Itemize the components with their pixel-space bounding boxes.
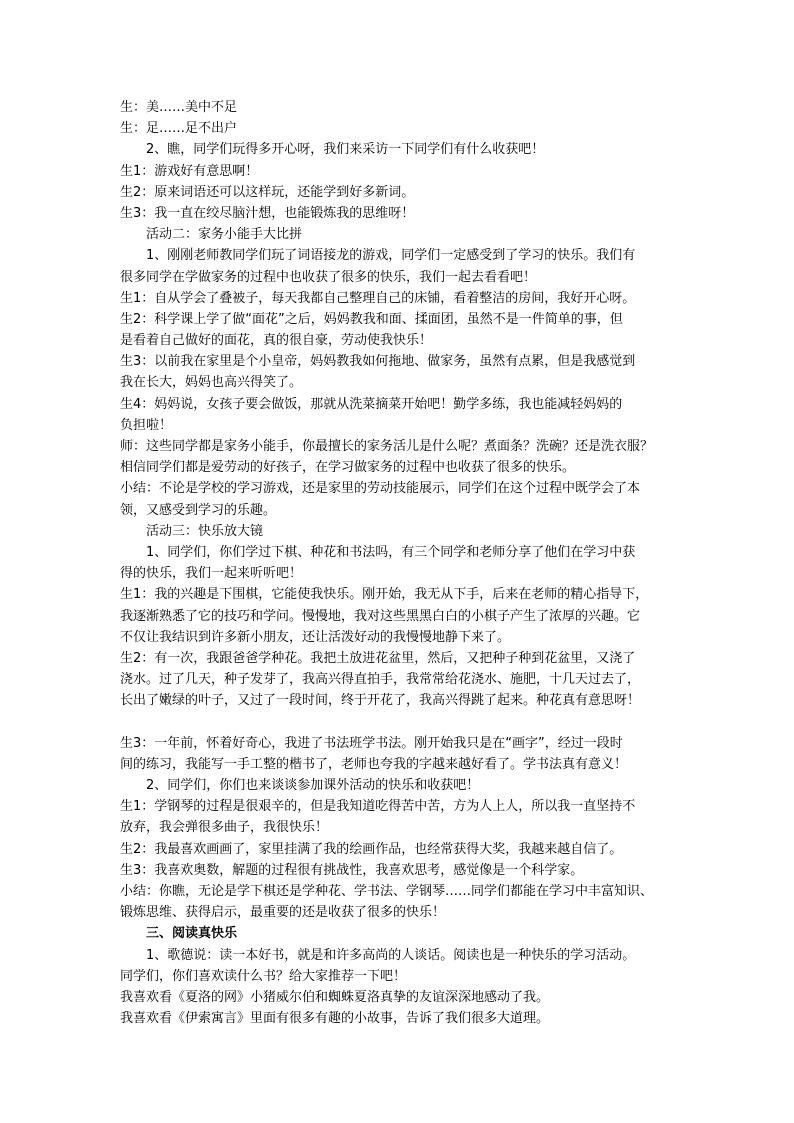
paragraph-line: 间的练习，我能写一手工整的楷书了，老师也夸我的字越来越好看了。学书法真有意义！	[120, 756, 628, 772]
paragraph-line: 很多同学在学做家务的过程中也收获了很多的快乐，我们一起去看看吧！	[120, 269, 537, 285]
paragraph-line: 放弃，我会弹很多曲子，我很快乐！	[120, 820, 329, 836]
paragraph-line: 长出了嫩绿的叶子，又过了一段时间，终于开花了，我高兴得跳了起来。种花真有意思呀！	[120, 693, 641, 709]
recommendation-line: 我喜欢看《夏洛的网》小猪威尔伯和蜘蛛夏洛真挚的友谊深深地感动了我。	[120, 989, 550, 1005]
paragraph-line: 我逐渐熟悉了它的技巧和学问。慢慢地，我对这些黑黑白白的小棋子产生了浓厚的兴趣。它	[120, 608, 641, 624]
teacher-line: 师：这些同学都是家务小能手，你最擅长的家务活儿是什么呢？煮面条？洗碗？还是洗衣服？	[120, 439, 654, 454]
recommendation-line: 我喜欢看《伊索寓言》里面有很多有趣的小故事，告诉了我们很多大道理。	[120, 1011, 550, 1027]
dialogue-line: 生3：一年前，怀着好奇心，我进了书法班学书法。刚开始我只是在“画字”，经过一段时	[120, 735, 623, 751]
dialogue-line: 生1：自从学会了叠被子，每天我都自己整理自己的床铺，看着整洁的房间，我好开心呀。	[120, 290, 636, 306]
activity-heading: 活动二：家务小能手大比拼	[146, 227, 303, 243]
blank-line	[120, 711, 678, 732]
summary-line: 小结：你瞧，无论是学下棋还是学种花、学书法、学钢琴……同学们都能在学习中丰富知识、	[120, 883, 654, 899]
paragraph-line: 领，又感受到学习的乐趣。	[120, 502, 277, 518]
dialogue-line: 生：美……美中不足	[120, 100, 238, 115]
paragraph-line: 锻炼思维、获得启示，最重要的还是收获了很多的快乐！	[120, 905, 446, 921]
dialogue-line: 生4：妈妈说，女孩子要会做饭，那就从洗菜摘菜开始吧！勤学多练，我也能减轻妈妈的	[120, 396, 623, 412]
numbered-paragraph: 1、刚刚老师教同学们玩了词语接龙的游戏，同学们一定感受到了学习的快乐。我们有	[146, 248, 636, 264]
document-body	[120, 97, 678, 1029]
paragraph-line: 得的快乐，我们一起来听听吧！	[120, 566, 303, 582]
dialogue-line: 生2：原来词语还可以这样玩，还能学到好多新词。	[120, 184, 415, 200]
paragraph-line: 我在长大，妈妈也高兴得笑了。	[120, 375, 303, 391]
summary-line: 小结：不论是学校的学习游戏，还是家里的劳动技能展示，同学们在这个过程中既学会了本	[120, 481, 641, 497]
dialogue-line: 生1：游戏好有意思啊！	[120, 163, 259, 179]
dialogue-line: 生3：我喜欢奥数，解题的过程很有挑战性，我喜欢思考，感觉像是一个科学家。	[120, 862, 584, 878]
numbered-paragraph: 2、同学们，你们也来谈谈参加课外活动的快乐和收获吧！	[146, 778, 480, 793]
section-heading: 三、阅读真快乐	[146, 926, 238, 942]
paragraph-line: 相信同学们都是爱劳动的好孩子，在学习做家务的过程中也收获了很多的快乐。	[120, 460, 576, 476]
activity-heading: 活动三：快乐放大镜	[146, 523, 264, 539]
paragraph-line: 是看着自己做好的面花，真的很自豪，劳动使我快乐！	[120, 333, 433, 349]
dialogue-line: 生2：我最喜欢画画了，家里挂满了我的绘画作品，也经常获得大奖，我越来越自信了。	[120, 841, 623, 857]
paragraph-line: 负担啦！	[120, 417, 173, 433]
numbered-paragraph: 1、同学们，你们学过下棋、种花和书法吗，有三个同学和老师分享了他们在学习中获	[146, 544, 636, 560]
paragraph-line: 同学们，你们喜欢读什么书？给大家推荐一下吧！	[120, 968, 407, 984]
dialogue-line: 生2：科学课上学了做“面花”之后，妈妈教我和面、揉面团，虽然不是一件简单的事，但	[120, 311, 623, 327]
numbered-paragraph: 2、瞧，同学们玩得多开心呀，我们来采访一下同学们有什么收获吧！	[146, 142, 545, 158]
dialogue-line: 生1：学钢琴的过程是很艰辛的，但是我知道吃得苦中苦，方为人上人，所以我一直坚持不	[120, 799, 636, 815]
dialogue-line: 生3：以前我在家里是个小皇帝，妈妈教我如何拖地、做家务，虽然有点累，但是我感觉到	[120, 354, 636, 370]
dialogue-line: 生1：我的兴趣是下围棋，它能使我快乐。刚开始，我无从下手，后来在老师的精心指导下，	[120, 587, 649, 603]
dialogue-line: 生2：有一次，我跟爸爸学种花。我把土放进花盆里，然后，又把种子种到花盆里，又浇了	[120, 650, 636, 666]
numbered-paragraph: 1、歌德说：读一本好书，就是和许多高尚的人谈话。阅读也是一种快乐的学习活动。	[146, 947, 636, 963]
dialogue-line: 生3：我一直在绞尽脑汁想，也能锻炼我的思维呀！	[120, 205, 415, 221]
paragraph-line: 不仅让我结识到许多新小朋友，还让活泼好动的我慢慢地静下来了。	[120, 629, 511, 645]
paragraph-line: 浇水。过了几天，种子发芽了，我高兴得直拍手，我常常给花浇水、施肥，十几天过去了，	[120, 672, 641, 688]
dialogue-line: 生：足……足不出户	[120, 121, 238, 137]
